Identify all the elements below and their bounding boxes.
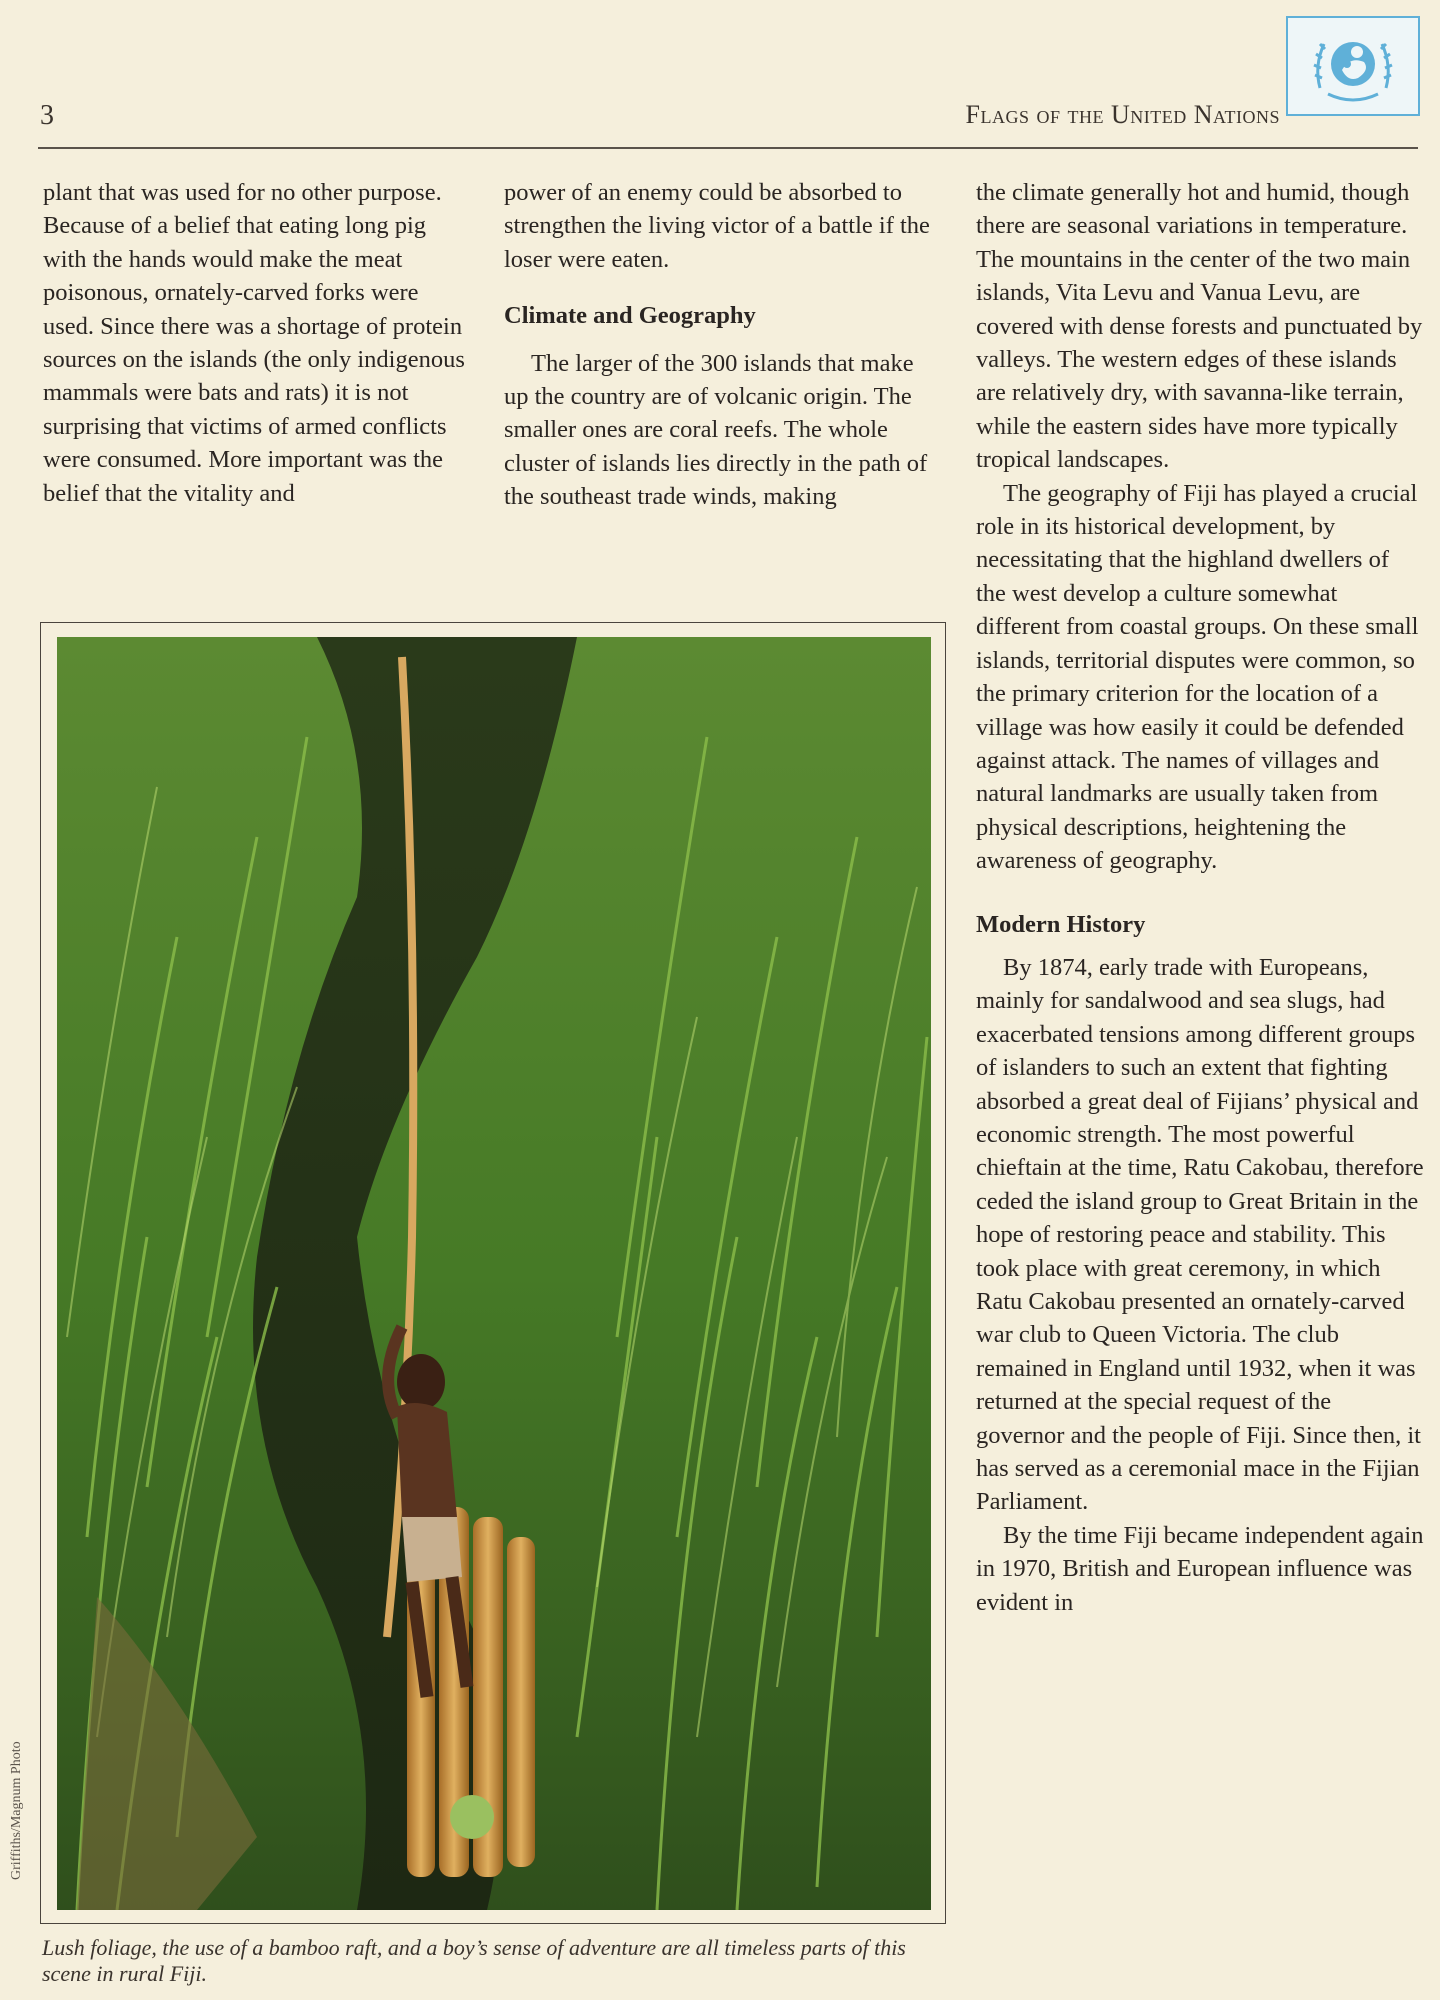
section-heading-climate: Climate and Geography [504,302,756,330]
photo-caption: Lush foliage, the use of a bamboo raft, and a boy’s sense of adventure are all timeless parts of this scene in rural Fiji. [42,1935,906,1986]
un-logo [1286,16,1420,116]
page-number: 3 [40,100,54,131]
column-3 [976,176,1424,1619]
photo-credit: Griffiths/Magnum Photo [9,1741,24,1880]
running-title: Flags of the United Nations [965,100,1280,129]
column-3-paragraph-1: the climate generally hot and humid, though there are seasonal variations in temperature. The mountains in the center of the two main islands, Vita Levu and Vanua Levu, are covered with dense forests and punctuated by valleys. The western edges of these islands are relatively dry, with savanna-like terrain, while the eastern sides have more typically tropical landscapes. [976,179,1423,474]
column-3-paragraph-2: The geography of Fiji has played a crucial role in its historical development, by necessitating that the highland dwellers of the west develop a culture somewhat different from coastal groups. On these small islands, territorial disputes were common, so the primary criterion for the location of a village was how easily it could be defended against attack. The names of villages and natural landmarks are usually taken from physical descriptions, heightening the awareness of geography. [976,479,1419,875]
column-1-paragraph: plant that was used for no other purpose. Because of a belief that eating long pig with the hands would make the meat poisonous, ornately-carved forks were used. Since there was a shortage of protein sources on the islands (the only indigenous mammals were bats and rats) it is not surprising that victims of armed conflicts were consumed. More important was the belief that the vitality and [43,179,465,507]
column-2 [504,176,934,514]
column-2-paragraph-2: The larger of the 300 islands that make up the country are of volcanic origin. The smaller ones are coral reefs. The whole cluster of islands lies directly in the path of the southeast trade winds, making [504,349,928,511]
column-3-paragraph-4: By the time Fiji became independent again in 1970, British and European influence was evident in [976,1521,1424,1616]
un-emblem-icon [1308,26,1398,106]
column-3-paragraph-3: By 1874, early trade with Europeans, mainly for sandalwood and sea slugs, had exacerbated tensions among different groups of islanders to such an extent that fighting absorbed a great deal of Fijians’ physical and economic strength. The most powerful chieftain at the time, Ratu Cakobau, therefore ceded the island group to Great Britain in the hope of restoring peace and stability. This took place with great ceremony, in which Ratu Cakobau presented an ornately-carved war club to Queen Victoria. The club remained in England until 1932, when it was returned at the special request of the governor and the people of Fiji. Since then, it has served as a ceremonial mace in the Fijian Parliament. [976,953,1424,1516]
column-1 [43,176,468,510]
section-heading-modern-history: Modern History [976,910,1146,938]
bamboo-raft-photo [57,637,931,1910]
column-2-paragraph-1: power of an enemy could be absorbed to strengthen the living victor of a battle if the loser were eaten. [504,179,930,273]
header-rule [38,147,1418,149]
photo [57,637,931,1910]
